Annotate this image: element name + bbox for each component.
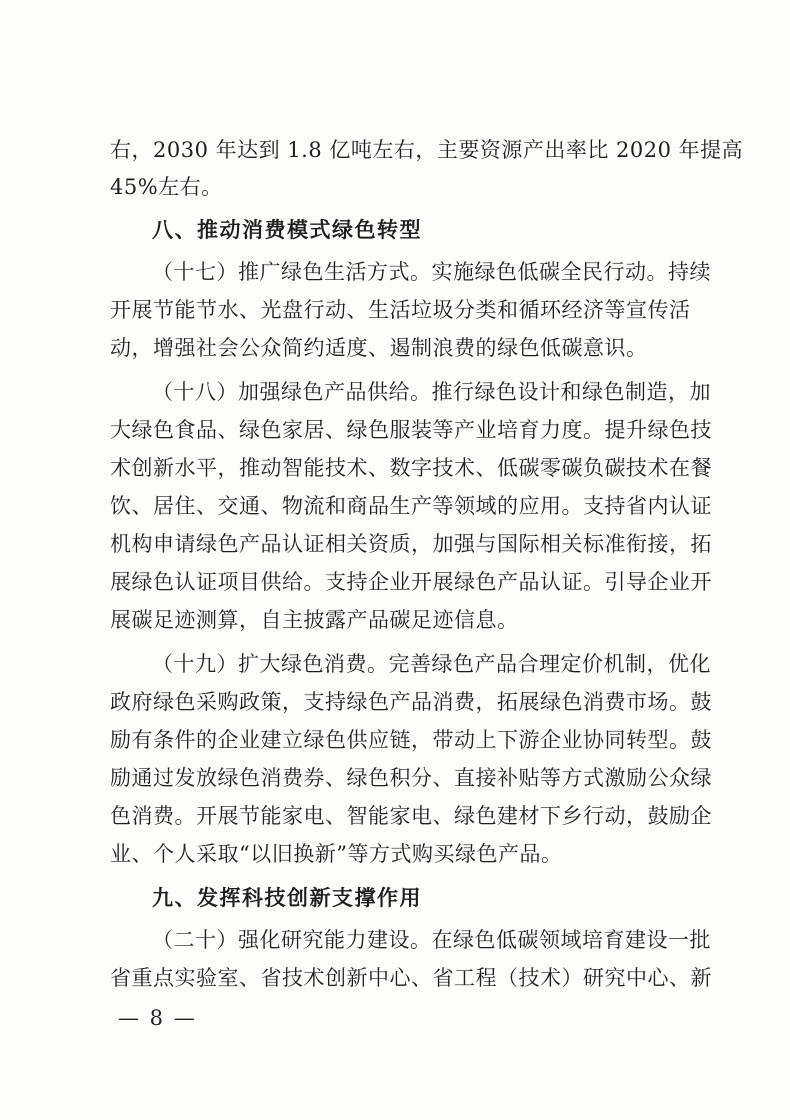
paragraph-line: 右，2030 年达到 1.8 亿吨左右，主要资源产出率比 2020 年提高 bbox=[110, 138, 744, 162]
paragraph-line: （十八）加强绿色产品供给。推行绿色设计和绿色制造，加 bbox=[152, 380, 711, 404]
paragraph-line: （十九）扩大绿色消费。完善绿色产品合理定价机制，优化 bbox=[152, 652, 711, 676]
paragraph-line: 色消费。开展节能家电、智能家电、绿色建材下乡行动，鼓励企 bbox=[110, 804, 712, 828]
paragraph-line: 业、个人采取“以旧换新”等方式购买绿色产品。 bbox=[110, 842, 563, 866]
paragraph-line: 大绿色食品、绿色家居、绿色服装等产业培育力度。提升绿色技 bbox=[110, 418, 712, 442]
paragraph-line: 励通过发放绿色消费券、绿色积分、直接补贴等方式激励公众绿 bbox=[110, 766, 712, 790]
paragraph-line: （十七）推广绿色生活方式。实施绿色低碳全民行动。持续 bbox=[152, 260, 711, 284]
section-heading: 八、推动消费模式绿色转型 bbox=[152, 218, 422, 242]
paragraph-line: 机构申请绿色产品认证相关资质，加强与国际相关标准衔接，拓 bbox=[110, 532, 712, 556]
paragraph-line: （二十）强化研究能力建设。在绿色低碳领域培育建设一批 bbox=[152, 928, 711, 952]
paragraph-line: 省重点实验室、省技术创新中心、省工程（技术）研究中心、新 bbox=[110, 966, 712, 990]
section-heading: 九、发挥科技创新支撑作用 bbox=[152, 886, 422, 910]
paragraph-line: 术创新水平，推动智能技术、数字技术、低碳零碳负碳技术在餐 bbox=[110, 456, 712, 480]
paragraph-line: 饮、居住、交通、物流和商品生产等领域的应用。支持省内认证 bbox=[110, 494, 712, 518]
paragraph-line: 展绿色认证项目供给。支持企业开展绿色产品认证。引导企业开 bbox=[110, 570, 712, 594]
paragraph-line: 开展节能节水、光盘行动、生活垃圾分类和循环经济等宣传活 bbox=[110, 298, 691, 322]
paragraph-line: 政府绿色采购政策，支持绿色产品消费，拓展绿色消费市场。鼓 bbox=[110, 690, 712, 714]
paragraph-line: 动，增强社会公众简约适度、遏制浪费的绿色低碳意识。 bbox=[110, 336, 648, 360]
paragraph-line: 展碳足迹测算，自主披露产品碳足迹信息。 bbox=[110, 608, 519, 632]
page-number: — 8 — bbox=[118, 1006, 197, 1030]
paragraph-line: 励有条件的企业建立绿色供应链，带动上下游企业协同转型。鼓 bbox=[110, 728, 712, 752]
paragraph-line: 45%左右。 bbox=[110, 175, 223, 199]
